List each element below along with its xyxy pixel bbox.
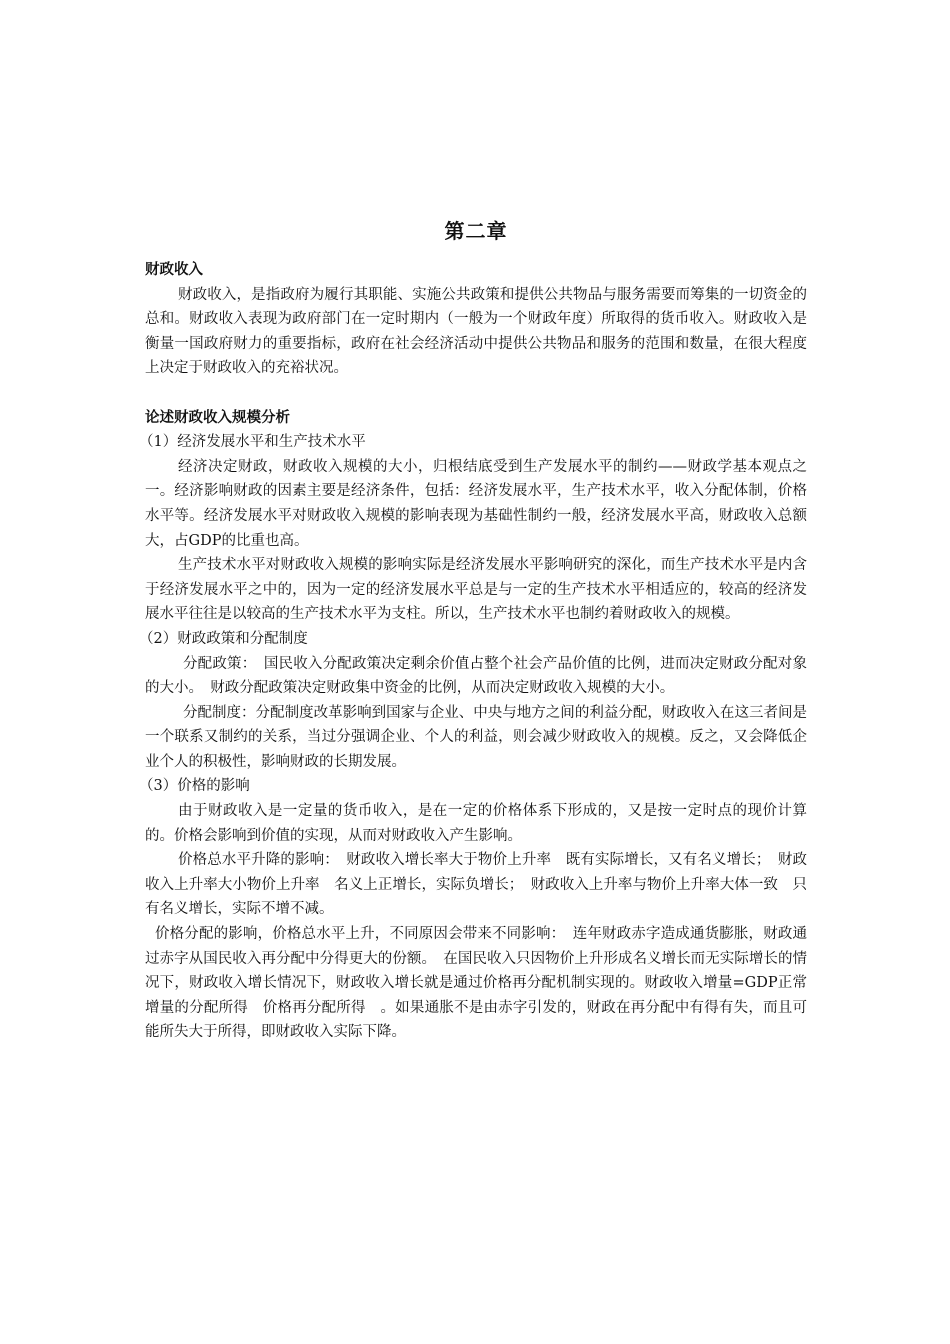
subheading-policy-system: （2）财政政策和分配制度	[139, 630, 308, 647]
paragraph-economic-level: 经济决定财政，财政收入规模的大小，归根结底受到生产发展水平的制约——财政学基本观点之一。经济影响财政的因素主要是经济条件，包括：经济发展水平，生产技术水平，收入分配体制，价格水平等。经济发展水平对财政收入规模的影响表现为基础性制约一般，经济发展水平高，财政收入总额大，占GDP的比重也高。	[145, 458, 807, 549]
paragraph-technology-level: 生产技术水平对财政收入规模的影响实际是经济发展水平影响研究的深化，而生产技术水平是内含于经济发展水平之中的，因为一定的经济发展水平总是与一定的生产技术水平相适应的，较高的经济发展水平往往是以较高的生产技术水平为支柱。所以，生产技术水平也制约着财政收入的规模。	[145, 557, 807, 623]
document-body	[139, 258, 807, 1045]
paragraph-price-level: 价格总水平升降的影响： 财政收入增长率大于物价上升率 既有实际增长，又有名义增长； 财政收入上升率大小物价上升率 名义上正增长，实际负增长； 财政收入上升率与物价上升率大体一致 只有名义增长，实际不增不减。	[145, 852, 807, 918]
chapter-title: 第二章	[444, 219, 508, 243]
paragraph-price-intro: 由于财政收入是一定量的货币收入，是在一定的价格体系下形成的，又是按一定时点的现价计算的。价格会影响到价值的实现，从而对财政收入产生影响。	[145, 803, 807, 844]
paragraph-distribution-system: 分配制度：分配制度改革影响到国家与企业、中央与地方之间的利益分配，财政收入在这三者间是一个联系又制约的关系，当过分强调企业、个人的利益，则会减少财政收入的规模。反之，又会降低企业个人的积极性，影响财政的长期发展。	[145, 704, 807, 770]
section-heading-scale-analysis: 论述财政收入规模分析	[145, 408, 290, 426]
paragraph-price-distribution: 价格分配的影响，价格总水平上升，不同原因会带来不同影响： 连年财政赤字造成通货膨胀，财政通过赤字从国民收入再分配中分得更大的份额。 在国民收入只因物价上升形成名义增长而无实际增长的情况下，财政收入增长情况下，财政收入增长就是通过价格再分配机制实现的。财政收入增量=GDP正常增量的分配所得 价格再分配所得 。如果通胀不是由赤字引发的，财政在再分配中有得有失，而且可能所失大于所得，即财政收入实际下降。	[145, 926, 807, 1041]
section-heading-revenue: 财政收入	[145, 261, 203, 278]
subheading-economic-level: （1）经济发展水平和生产技术水平	[139, 434, 366, 451]
paragraph-distribution-policy: 分配政策： 国民收入分配政策决定剩余价值占整个社会产品价值的比例，进而决定财政分配对象的大小。 财政分配政策决定财政集中资金的比例，从而决定财政收入规模的大小。	[145, 655, 807, 697]
subheading-price-impact: （3）价格的影响	[139, 778, 250, 795]
paragraph-revenue-definition: 财政收入，是指政府为履行其职能、实施公共政策和提供公共物品与服务需要而筹集的一切资金的总和。财政收入表现为政府部门在一定时期内（一般为一个财政年度）所取得的货币收入。财政收入是衡量一国政府财力的重要指标，政府在社会经济活动中提供公共物品和服务的范围和数量，在很大程度上决定于财政收入的充裕状况。	[145, 286, 807, 377]
spacer	[145, 381, 807, 406]
